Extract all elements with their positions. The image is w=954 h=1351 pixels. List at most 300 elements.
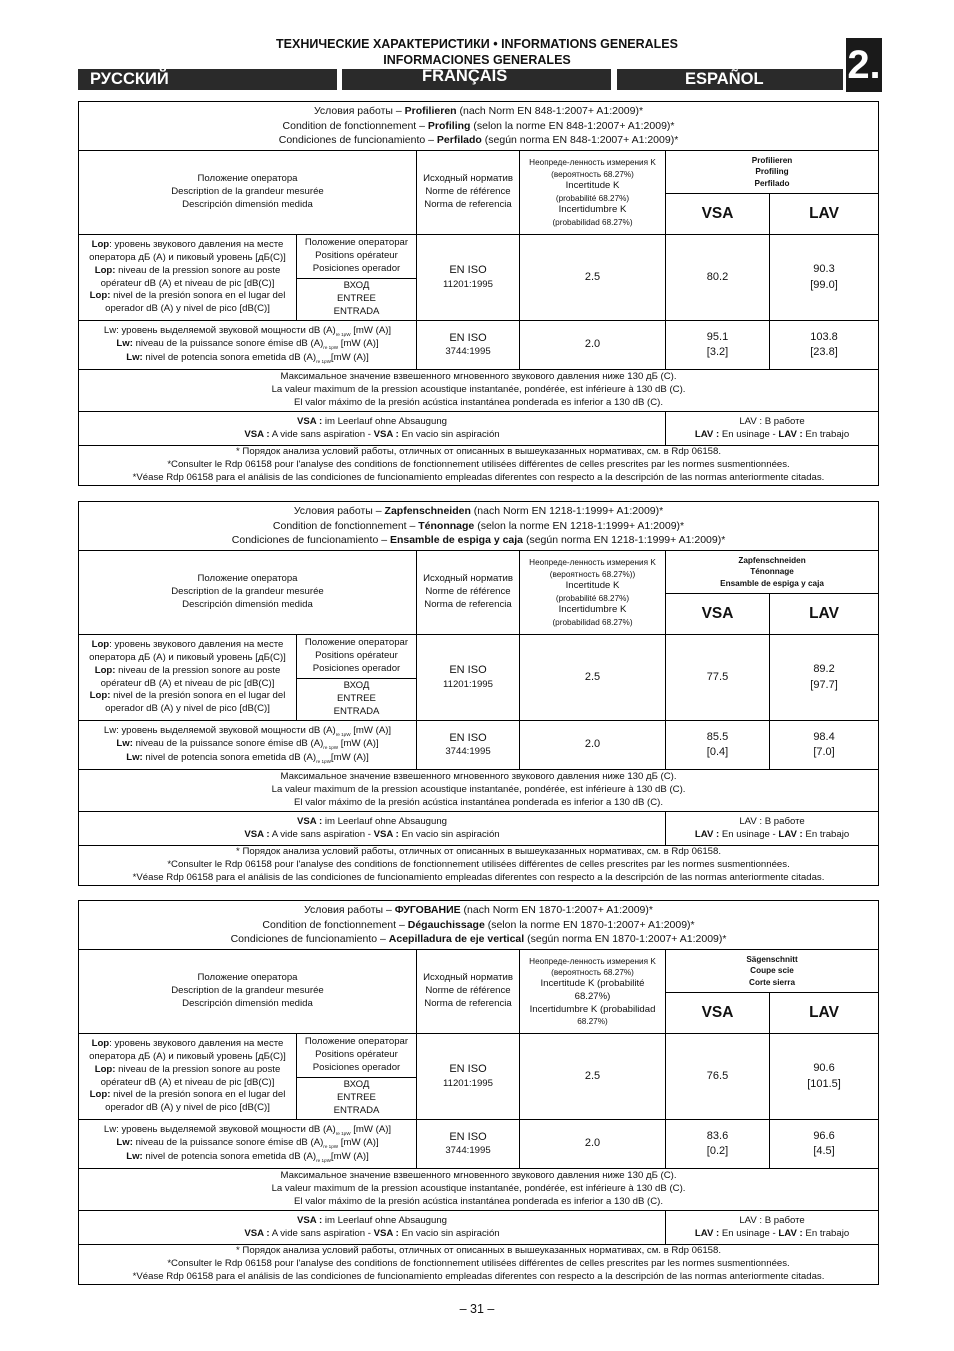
cell-text: (probabilité 68.27%) bbox=[555, 193, 630, 203]
cell-text: En usinage - bbox=[719, 828, 779, 840]
cell-text: [7.0] bbox=[813, 746, 835, 758]
cell-text: [0.2] bbox=[706, 1145, 729, 1157]
cell-text: En vacio sin aspiración bbox=[398, 828, 500, 840]
uncertainty-header bbox=[520, 551, 666, 635]
lav-header: LAV bbox=[770, 594, 879, 635]
cell-text: 96.6 bbox=[813, 1129, 835, 1142]
cell-text: Lw: bbox=[116, 1137, 133, 1149]
cell-text: El valor máximo de la presión acústica instantánea ponderada es inferior a 130 dB (C). bbox=[294, 396, 664, 408]
cell-text: Norme de référence bbox=[425, 985, 511, 997]
cell-text: Lop: bbox=[89, 690, 111, 702]
noise-table-2 bbox=[78, 501, 879, 886]
cell-text: Condition de fonctionnement – bbox=[262, 918, 408, 931]
cell-text: [3.2] bbox=[706, 346, 729, 358]
cell-text: *Véase Rdp 06158 para el análisis de las condiciones de funcionamiento empleadas diferentes con respecto a la descripción de las normas anteriormente citadas. bbox=[132, 871, 825, 883]
vsa-header: VSA bbox=[666, 993, 770, 1034]
cell-text: (según norma EN 848-1:2007+ A1:2009)* bbox=[481, 134, 679, 147]
lw-description bbox=[79, 1120, 417, 1169]
cell-text: Lop bbox=[91, 639, 110, 651]
operating-conditions-title bbox=[79, 901, 879, 950]
vsa-legend bbox=[79, 812, 666, 846]
cell-text: 3744:1995 bbox=[445, 1145, 491, 1157]
lw-lav-value bbox=[770, 1120, 879, 1169]
cell-text: LAV : В работе bbox=[739, 1214, 805, 1226]
cell-text: (вероятность 68.27%) bbox=[551, 967, 634, 977]
cell-text: En vacio sin aspiración bbox=[398, 1227, 500, 1239]
cell-text: Descripción dimensión medida bbox=[182, 598, 313, 610]
lav-legend bbox=[666, 412, 879, 446]
cell-text: niveau de la pression sonore au poste opérateur dB (A) et niveau de pic [dB(C)] bbox=[100, 264, 281, 289]
cell-text: Zapfenschneiden bbox=[738, 556, 806, 566]
cell-text: En usinage - bbox=[719, 428, 779, 440]
cell-text: Incertitude K bbox=[565, 179, 620, 191]
cell-text: 90.3 bbox=[813, 263, 835, 276]
cell-text: Ensamble de espiga y caja bbox=[720, 578, 824, 588]
cell-text: Максимальное значение взвешенного мгновенного звукового давления ниже 130 дБ (C). bbox=[280, 1170, 677, 1182]
cell-text: ENTRADA bbox=[333, 305, 380, 317]
cell-text: *Véase Rdp 06158 para el análisis de las condiciones de funcionamiento empleadas diferentes con respecto a la descripción de las normas anteriormente citadas. bbox=[132, 1270, 825, 1282]
cell-text: re 1pW bbox=[323, 1144, 339, 1150]
cell-text: VSA : bbox=[373, 1227, 399, 1239]
cell-text: La valeur maximum de la pression acoustique instantanée, pondérée, est inférieure à 130 dB (C). bbox=[271, 784, 686, 796]
lw-uncertainty: 2.0 bbox=[520, 321, 666, 370]
noise-table-1 bbox=[78, 101, 879, 486]
cell-text: (вероятность 68.27%) bbox=[551, 169, 634, 179]
cell-text: 3744:1995 bbox=[445, 746, 491, 758]
lop-norm bbox=[417, 635, 520, 721]
cell-text: La valeur maximum de la pression acoustique instantanée, pondérée, est inférieure à 130 dB (C). bbox=[271, 1183, 686, 1195]
cell-text: niveau de la puissance sonore émise dB (A) bbox=[132, 1137, 324, 1149]
lav-header: LAV bbox=[770, 194, 879, 235]
footnote bbox=[79, 446, 879, 486]
cell-text: Condition de fonctionnement – bbox=[272, 519, 419, 532]
cell-text: * Порядок анализа условий работы, отличных от описанных в вышеуказанных нормативах, см. в Rdp 06158. bbox=[236, 846, 722, 858]
cell-text: Incertidumbre K (probabilidad bbox=[529, 1003, 656, 1015]
lw-description bbox=[79, 721, 417, 770]
norm-header bbox=[417, 151, 520, 235]
cell-text: im Leerlauf ohne Absaugung bbox=[322, 415, 448, 427]
lang-tab-french: FRANÇAIS bbox=[342, 69, 611, 90]
cell-text: Perfilado bbox=[754, 178, 790, 188]
cell-text: Profiling bbox=[427, 119, 471, 132]
cell-text: Lw: bbox=[116, 338, 133, 350]
cell-text: Norme de référence bbox=[425, 586, 511, 598]
max-pressure-note bbox=[79, 1169, 879, 1211]
norm-header bbox=[417, 551, 520, 635]
cell-text: Ténonnage bbox=[418, 519, 475, 532]
cell-text: 85.5 bbox=[706, 730, 729, 743]
cell-text: Profiling bbox=[755, 167, 789, 177]
cell-text: El valor máximo de la presión acústica instantánea ponderada es inferior a 130 dB (C). bbox=[294, 1195, 664, 1207]
cell-text: LAV : bbox=[778, 1227, 803, 1239]
cell-text: Ténonnage bbox=[750, 567, 794, 577]
lop-vsa-value: 77.5 bbox=[666, 635, 770, 721]
cell-text: [mW (A)] bbox=[353, 1124, 392, 1136]
cell-text: im Leerlauf ohne Absaugung bbox=[322, 1214, 448, 1226]
cell-text: ВХОД bbox=[343, 680, 370, 692]
cell-text: Lop bbox=[91, 239, 110, 251]
operating-conditions-title bbox=[79, 502, 879, 551]
operator-position-label bbox=[297, 235, 417, 279]
lop-uncertainty: 2.5 bbox=[520, 1034, 666, 1120]
cell-text: Coupe scie bbox=[750, 966, 794, 976]
cell-text: ФУГОВАНИЕ bbox=[394, 903, 461, 916]
cell-text: Lop: bbox=[89, 290, 111, 302]
cell-text: 98.4 bbox=[813, 730, 835, 743]
cell-text: Incertitude K (probabilité 68.27%) bbox=[540, 977, 645, 1002]
lw-lav-value bbox=[770, 321, 879, 370]
lw-norm bbox=[417, 721, 520, 770]
chapter-number: 2. bbox=[846, 38, 882, 92]
cell-text: (selon la norme EN 1870-1:2007+ A1:2009)* bbox=[484, 918, 695, 931]
cell-text: Profilieren bbox=[404, 104, 457, 117]
cell-text: Положение операторar bbox=[304, 237, 409, 249]
operator-position-label bbox=[297, 1034, 417, 1078]
cell-text: Acepilladura de eje vertical bbox=[388, 933, 525, 946]
cell-text: Lw: bbox=[126, 1150, 143, 1162]
cell-text: Description de la grandeur mesurée bbox=[171, 586, 324, 598]
cell-text: VSA : bbox=[244, 828, 270, 840]
cell-text: (вероятность 68.27%)) bbox=[549, 569, 636, 579]
lop-description bbox=[79, 1034, 297, 1120]
cell-text: LAV : В работе bbox=[739, 415, 805, 427]
cell-text: EN ISO bbox=[449, 1130, 487, 1143]
lw-vsa-value bbox=[666, 721, 770, 770]
cell-text: VSA : bbox=[244, 428, 270, 440]
cell-text: El valor máximo de la presión acústica instantánea ponderada es inferior a 130 dB (C). bbox=[294, 796, 664, 808]
cell-text: [mW (A)] bbox=[330, 351, 369, 363]
cell-text: (según norma EN 1870-1:2007+ A1:2009)* bbox=[524, 933, 727, 946]
cell-text: Положение операторar bbox=[304, 1036, 409, 1048]
cell-text: ВХОД bbox=[343, 1079, 370, 1091]
operation-header bbox=[666, 551, 879, 594]
cell-text: Положение операторar bbox=[304, 637, 409, 649]
cell-text: Исходный норматив bbox=[423, 972, 513, 984]
cell-text: Positions opérateur bbox=[315, 250, 398, 262]
lop-norm bbox=[417, 235, 520, 321]
max-pressure-note bbox=[79, 370, 879, 412]
entrance-label bbox=[297, 679, 417, 721]
position-header bbox=[79, 950, 417, 1034]
cell-text: Условия работы – bbox=[293, 504, 385, 517]
cell-text: : уровень звукового давления на месте оператора дБ (A) и пиковый уровень [дБ(C)] bbox=[89, 639, 286, 663]
lw-norm bbox=[417, 1120, 520, 1169]
lop-uncertainty: 2.5 bbox=[520, 235, 666, 321]
cell-text: VSA : bbox=[296, 1214, 323, 1226]
cell-text: VSA : bbox=[244, 1227, 270, 1239]
cell-text: Положение оператора bbox=[197, 173, 298, 185]
cell-text: Исходный норматив bbox=[423, 173, 513, 185]
cell-text: VSA : bbox=[373, 428, 399, 440]
cell-text: A vide sans aspiration - bbox=[269, 828, 374, 840]
lw-uncertainty: 2.0 bbox=[520, 1120, 666, 1169]
cell-text: Dégauchissage bbox=[407, 918, 485, 931]
cell-text: re 1pW bbox=[316, 358, 331, 364]
cell-text: VSA : bbox=[373, 828, 399, 840]
entrance-label bbox=[297, 1078, 417, 1120]
cell-text: re 1pW bbox=[316, 1157, 331, 1163]
cell-text: Максимальное значение взвешенного мгновенного звукового давления ниже 130 дБ (C). bbox=[280, 771, 677, 783]
cell-text: (probabilidad 68.27%) bbox=[552, 617, 633, 627]
operation-header bbox=[666, 950, 879, 993]
cell-text: re 1pW bbox=[335, 332, 351, 338]
lang-tab-russian: РУССКИЙ bbox=[78, 69, 337, 90]
cell-text: Lw: bbox=[116, 738, 133, 750]
lang-tab-spanish: ESPAÑOL bbox=[617, 69, 843, 90]
cell-text: [mW (A)] bbox=[353, 325, 392, 337]
cell-text: 3744:1995 bbox=[445, 346, 491, 358]
cell-text: ENTREE bbox=[337, 293, 376, 305]
cell-text: *Consulter le Rdp 06158 pour l'analyse des conditions de fonctionnement utilisées différentes de celles prescrites par les normes susmentionnées. bbox=[167, 459, 790, 471]
lop-lav-value bbox=[770, 235, 879, 321]
cell-text: Condiciones de funcionamiento – bbox=[278, 134, 437, 147]
lw-uncertainty: 2.0 bbox=[520, 721, 666, 770]
cell-text: re 1pW bbox=[316, 758, 331, 764]
cell-text: LAV : bbox=[694, 1227, 720, 1239]
lop-vsa-value: 80.2 bbox=[666, 235, 770, 321]
cell-text: LAV : bbox=[778, 428, 803, 440]
cell-text: Исходный норматив bbox=[423, 573, 513, 585]
footnote bbox=[79, 1245, 879, 1285]
operator-position-label bbox=[297, 635, 417, 679]
cell-text: nivel de potencia sonora emetida dB (A) bbox=[142, 751, 317, 763]
cell-text: (nach Norm EN 848-1:2007+ A1:2009)* bbox=[456, 104, 644, 117]
vsa-legend bbox=[79, 1211, 666, 1245]
cell-text: Максимальное значение взвешенного мгновенного звукового давления ниже 130 дБ (C). bbox=[280, 371, 677, 383]
position-header bbox=[79, 551, 417, 635]
cell-text: nivel de potencia sonora emetida dB (A) bbox=[142, 351, 317, 363]
cell-text: Norma de referencia bbox=[424, 198, 512, 210]
cell-text: EN ISO bbox=[449, 1063, 487, 1076]
cell-text: VSA : bbox=[296, 815, 323, 827]
cell-text: Условия работы – bbox=[304, 903, 395, 916]
cell-text: ВХОД bbox=[343, 280, 370, 292]
cell-text: Profilieren bbox=[751, 156, 793, 166]
cell-text: ENTRADA bbox=[333, 1104, 380, 1116]
cell-text: re 1pW bbox=[323, 745, 339, 751]
cell-text: [0.4] bbox=[706, 746, 729, 758]
cell-text: [mW (A)] bbox=[340, 1137, 379, 1149]
cell-text: [mW (A)] bbox=[340, 338, 379, 350]
cell-text: Incertidumbre K bbox=[558, 603, 627, 615]
cell-text: Incertitude K bbox=[565, 579, 620, 591]
norm-header bbox=[417, 950, 520, 1034]
cell-text: Positions opérateur bbox=[315, 1049, 398, 1061]
cell-text: 11201:1995 bbox=[443, 278, 493, 290]
cell-text: [mW (A)] bbox=[330, 751, 369, 763]
cell-text: A vide sans aspiration - bbox=[269, 428, 374, 440]
lop-vsa-value: 76.5 bbox=[666, 1034, 770, 1120]
cell-text: (nach Norm EN 1218-1:1999+ A1:2009)* bbox=[470, 504, 664, 517]
cell-text: ENTREE bbox=[337, 693, 376, 705]
cell-text: (probabilidad 68.27%) bbox=[552, 217, 633, 227]
cell-text: Lw: уровень выделяемой звуковой мощности dB (A) bbox=[103, 725, 336, 737]
cell-text: 90.6 bbox=[813, 1062, 835, 1075]
cell-text: VSA : bbox=[296, 415, 323, 427]
cell-text: nivel de la presión sonora en el lugar del operador dB (A) y nivel de pico [dB(C)] bbox=[105, 1089, 286, 1113]
cell-text: Lop: bbox=[94, 664, 116, 676]
cell-text: (probabilité 68.27%) bbox=[555, 593, 630, 603]
cell-text: Posiciones operador bbox=[312, 262, 401, 274]
cell-text: Неопреде-ленность измерения K bbox=[529, 158, 656, 168]
cell-text: [mW (A)] bbox=[353, 725, 392, 737]
cell-text: Norma de referencia bbox=[424, 598, 512, 610]
cell-text: LAV : bbox=[694, 828, 720, 840]
cell-text: EN ISO bbox=[449, 331, 487, 344]
cell-text: En vacio sin aspiración bbox=[398, 428, 500, 440]
lw-vsa-value bbox=[666, 1120, 770, 1169]
cell-text: EN ISO bbox=[449, 731, 487, 744]
cell-text: En usinage - bbox=[719, 1227, 779, 1239]
cell-text: Lop: bbox=[89, 1089, 111, 1101]
lw-lav-value bbox=[770, 721, 879, 770]
cell-text: Positions opérateur bbox=[315, 650, 398, 662]
cell-text: Posiciones operador bbox=[312, 662, 401, 674]
cell-text: ENTREE bbox=[337, 1092, 376, 1104]
position-header bbox=[79, 151, 417, 235]
cell-text: [99.0] bbox=[810, 278, 838, 291]
cell-text: Descripción dimensión medida bbox=[182, 997, 313, 1009]
lw-description bbox=[79, 321, 417, 370]
cell-text: * Порядок анализа условий работы, отличных от описанных в вышеуказанных нормативах, см. в Rdp 06158. bbox=[236, 446, 721, 458]
cell-text: nivel de potencia sonora emetida dB (A) bbox=[142, 1150, 317, 1162]
cell-text: 103.8 bbox=[810, 330, 838, 343]
footnote bbox=[79, 846, 879, 886]
noise-table-3 bbox=[78, 900, 879, 1285]
cell-text: *Consulter le Rdp 06158 pour l'analyse des conditions de fonctionnement utilisées différentes de celles prescrites par les normes susmentionnées. bbox=[167, 859, 790, 871]
cell-text: ENTRADA bbox=[333, 705, 380, 717]
cell-text: re 1pW bbox=[335, 1131, 351, 1137]
vsa-header: VSA bbox=[666, 194, 770, 235]
cell-text: 89.2 bbox=[813, 663, 835, 676]
cell-text: Condiciones de funcionamiento – bbox=[230, 933, 389, 946]
uncertainty-header bbox=[520, 151, 666, 235]
cell-text: Lw: bbox=[126, 351, 143, 363]
cell-text: La valeur maximum de la pression acoustique instantanée, pondérée, est inférieure à 130 dB (C). bbox=[271, 384, 686, 396]
cell-text: Incertidumbre K bbox=[558, 203, 627, 215]
cell-text: (según norma EN 1218-1:1999+ A1:2009)* bbox=[523, 534, 726, 547]
entrance-label bbox=[297, 279, 417, 321]
uncertainty-header bbox=[520, 950, 666, 1034]
cell-text: niveau de la puissance sonore émise dB (A) bbox=[132, 738, 324, 750]
cell-text: EN ISO bbox=[449, 664, 487, 677]
cell-text: Lw: bbox=[126, 751, 143, 763]
cell-text: re 1pW bbox=[323, 345, 339, 351]
cell-text: Неопреде-ленность измерения K bbox=[529, 956, 656, 966]
cell-text: *Consulter le Rdp 06158 pour l'analyse des conditions de fonctionnement utilisées différentes de celles prescrites par les normes susmentionnées. bbox=[167, 1258, 790, 1270]
cell-text: Положение оператора bbox=[197, 573, 298, 585]
cell-text: Description de la grandeur mesurée bbox=[171, 985, 324, 997]
cell-text: Условия работы – bbox=[313, 104, 405, 117]
cell-text: niveau de la pression sonore au poste opérateur dB (A) et niveau de pic [dB(C)] bbox=[100, 1063, 281, 1088]
max-pressure-note bbox=[79, 770, 879, 812]
cell-text: [101.5] bbox=[807, 1077, 841, 1090]
cell-text: Condiciones de funcionamiento – bbox=[231, 534, 390, 547]
cell-text: A vide sans aspiration - bbox=[269, 1227, 374, 1239]
cell-text: Perfilado bbox=[436, 134, 482, 147]
lop-lav-value bbox=[770, 635, 879, 721]
operating-conditions-title bbox=[79, 102, 879, 151]
cell-text: Lop: bbox=[94, 264, 116, 276]
lop-description bbox=[79, 235, 297, 321]
header-title: ТЕХНИЧЕСКИЕ ХАРАКТЕРИСТИКИ • INFORMATIONS GENERALES bbox=[276, 37, 678, 51]
cell-text: [97.7] bbox=[810, 678, 838, 691]
cell-text: 83.6 bbox=[706, 1129, 729, 1142]
cell-text: Положение оператора bbox=[197, 972, 298, 984]
vsa-header: VSA bbox=[666, 594, 770, 635]
header-subtitle: INFORMACIONES GENERALES bbox=[383, 53, 571, 67]
cell-text: LAV : bbox=[694, 428, 720, 440]
cell-text: Lop bbox=[91, 1038, 110, 1050]
cell-text: 68.27%) bbox=[577, 1017, 608, 1027]
cell-text: niveau de la pression sonore au poste opérateur dB (A) et niveau de pic [dB(C)] bbox=[100, 664, 281, 689]
cell-text: nivel de la presión sonora en el lugar del operador dB (A) y nivel de pico [dB(C)] bbox=[105, 290, 286, 314]
lw-norm bbox=[417, 321, 520, 370]
lw-vsa-value bbox=[666, 321, 770, 370]
cell-text: nivel de la presión sonora en el lugar del operador dB (A) y nivel de pico [dB(C)] bbox=[105, 690, 286, 714]
cell-text: En trabajo bbox=[802, 428, 850, 440]
cell-text: Lw: уровень выделяемой звуковой мощности dB (A) bbox=[103, 325, 336, 337]
cell-text: : уровень звукового давления на месте оператора дБ (A) и пиковый уровень [дБ(C)] bbox=[89, 239, 286, 263]
cell-text: Posiciones operador bbox=[312, 1061, 401, 1073]
cell-text: im Leerlauf ohne Absaugung bbox=[322, 815, 448, 827]
cell-text: EN ISO bbox=[449, 264, 487, 277]
cell-text: En trabajo bbox=[802, 1227, 850, 1239]
lop-lav-value bbox=[770, 1034, 879, 1120]
cell-text: Corte sierra bbox=[749, 977, 795, 987]
vsa-legend bbox=[79, 412, 666, 446]
cell-text: Неопреде-ленность измерения K bbox=[529, 558, 656, 568]
operation-header bbox=[666, 151, 879, 194]
cell-text: niveau de la puissance sonore émise dB (A) bbox=[132, 338, 324, 350]
cell-text: *Véase Rdp 06158 para el análisis de las condiciones de funcionamiento empleadas diferentes con respecto a la descripción de las normas anteriormente citadas. bbox=[132, 471, 825, 483]
cell-text: [23.8] bbox=[810, 346, 838, 358]
cell-text: LAV : bbox=[778, 828, 803, 840]
cell-text: Norma de referencia bbox=[424, 997, 512, 1009]
cell-text: Lw: уровень выделяемой звуковой мощности dB (A) bbox=[103, 1124, 336, 1136]
cell-text: Norme de référence bbox=[425, 186, 511, 198]
cell-text: 11201:1995 bbox=[443, 678, 493, 690]
lav-legend bbox=[666, 1211, 879, 1245]
cell-text: * Порядок анализа условий работы, отличных от описанных в вышеуказанных нормативах, см. в Rdp 06158. bbox=[236, 1245, 721, 1257]
lop-description bbox=[79, 635, 297, 721]
cell-text: re 1pW bbox=[335, 732, 351, 738]
cell-text: 11201:1995 bbox=[443, 1077, 493, 1089]
lop-norm bbox=[417, 1034, 520, 1120]
cell-text: Sägenschnitt bbox=[746, 955, 798, 965]
lav-header: LAV bbox=[770, 993, 879, 1034]
cell-text: En trabajo bbox=[802, 828, 850, 840]
page-number: – 31 – bbox=[459, 1302, 495, 1316]
cell-text: Description de la grandeur mesurée bbox=[171, 186, 324, 198]
cell-text: [mW (A)] bbox=[330, 1150, 369, 1162]
cell-text: (nach Norm EN 1870-1:2007+ A1:2009)* bbox=[460, 903, 653, 916]
cell-text: 95.1 bbox=[706, 330, 729, 343]
lop-uncertainty: 2.5 bbox=[520, 635, 666, 721]
cell-text: : уровень звукового давления на месте оператора дБ (A) и пиковый уровень [дБ(C)] bbox=[89, 1038, 286, 1062]
cell-text: Lop: bbox=[94, 1063, 116, 1075]
cell-text: (selon la norme EN 1218-1:1999+ A1:2009)* bbox=[474, 519, 685, 532]
cell-text: LAV : В работе bbox=[739, 815, 805, 827]
cell-text: [4.5] bbox=[813, 1145, 835, 1157]
cell-text: Condition de fonctionnement – bbox=[282, 119, 428, 132]
cell-text: Zapfenschneiden bbox=[384, 504, 471, 517]
cell-text: Descripción dimensión medida bbox=[182, 198, 313, 210]
lav-legend bbox=[666, 812, 879, 846]
cell-text: (selon la norme EN 848-1:2007+ A1:2009)* bbox=[470, 119, 675, 132]
cell-text: Ensamble de espiga y caja bbox=[389, 534, 524, 547]
cell-text: [mW (A)] bbox=[340, 738, 379, 750]
